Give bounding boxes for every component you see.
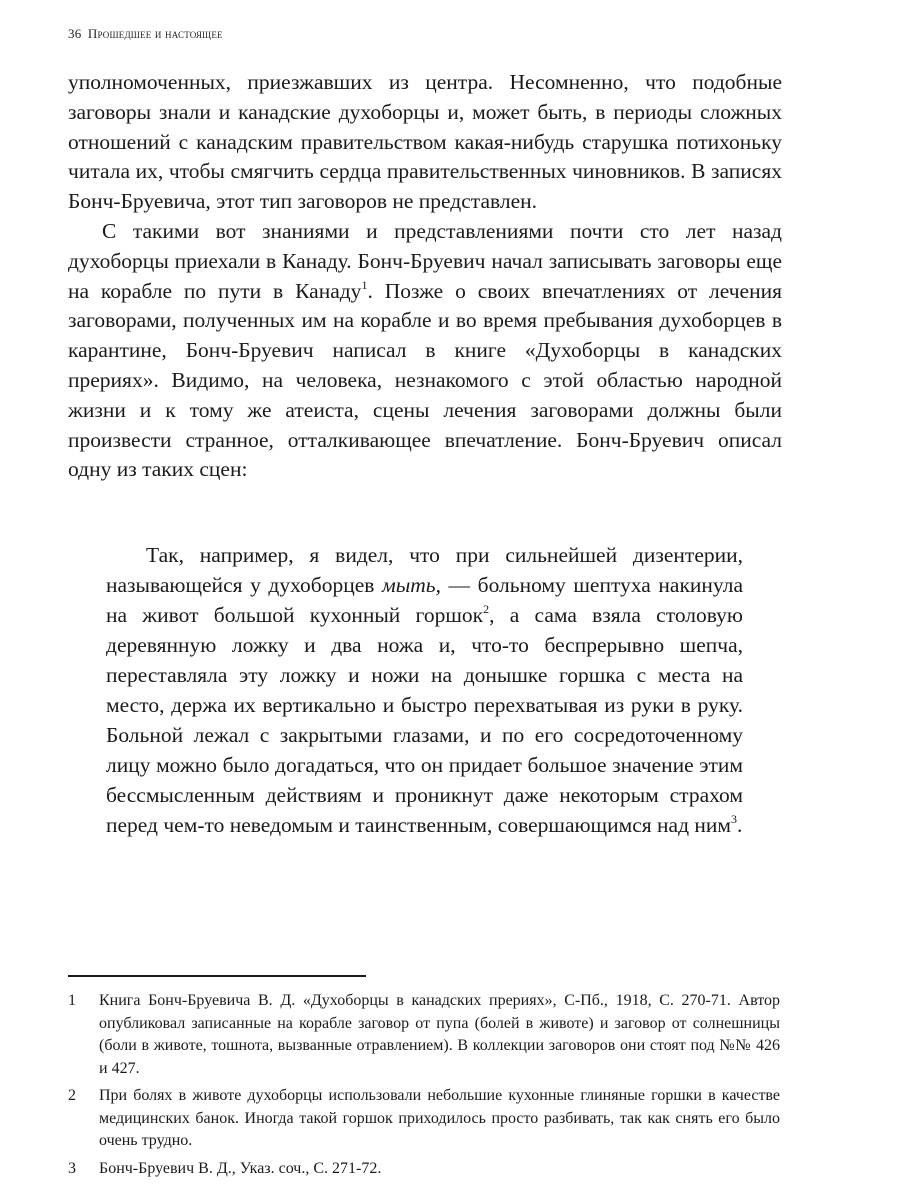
running-header (68, 26, 223, 42)
quote-text-d: . (737, 813, 743, 837)
footnote-number: 3 (68, 1159, 76, 1177)
footnote-ref-2[interactable]: 2 (483, 602, 490, 616)
block-quote (106, 540, 743, 840)
paragraph-2-text-a: С такими вот знаниями и представлениями почти сто лет назад духоборцы приехали в Канаду. Бонч-Бруевич начал записывать заговоры еще на корабле по пути в Канаду (68, 218, 782, 303)
footnote-ref-3[interactable]: 3 (731, 812, 738, 826)
quote-text-b: — больному шептуха накинула на живот большой кухонный горшок (106, 573, 743, 627)
footnote-ref-1[interactable]: 1 (361, 277, 368, 292)
main-text (68, 68, 782, 485)
footnote-text: При болях в животе духоборцы использовали небольшие кухонные глиняные горшки в качестве медицинских банок. Иногда такой горшок приходилось просто разбивать, так как снять его было очень трудно. (99, 1087, 780, 1149)
footnote-number: 1 (68, 992, 76, 1009)
paragraph-1: уполномоченных, приезжавших из центра. Несомненно, что подобные заговоры знали и канадские духоборцы и, может быть, в периоды сложных отношений с канадским правительством какая-нибудь старушка потихоньку читала их, чтобы смягчить сердца правительственных чиновников. В записях Бонч-Бруевича, этот тип заговоров не представлен. (68, 70, 782, 214)
paragraph-2 (68, 217, 782, 485)
footnotes (68, 990, 780, 1185)
running-title: Прошедшее и настоящее (87, 26, 223, 41)
quote-text-c: , а сама взяла столовую деревянную ложку и два ножа и, что-то беспрерывно шепча, переставляла эту ложку и ножи на донышке горшка с места на место, держа их вертикально и быстро перехватывая из руки в руку. Больной лежал с закрытыми глазами, и по его сосредоточенному лицу можно было догадаться, что он придает большое значение этим бессмысленным действиям и проникнут даже некоторым страхом перед чем-то неведомым и таинственным, совершающимся над ним (106, 603, 743, 837)
footnote-1 (68, 990, 780, 1080)
quote-paragraph (106, 540, 743, 840)
paragraph-2-text-b: . Позже о своих впечатлениях от лечения заговорами, полученных им на корабле и во время пребывания духоборцев в карантине, Бонч-Бруевич написал в книге «Духоборцы в канадских прериях». Видимо, на человека, незнакомого с этой областью народной жизни и к тому же атеиста, сцены лечения заговорами должны были произвести странное, отталкивающее впечатление. Бонч-Бруевич описал одну из таких сцен: (68, 278, 782, 482)
footnote-number: 2 (68, 1087, 76, 1104)
quote-text-a: Так, например, я видел, что при сильнейшей дизентерии, называющейся у духоборцев (106, 543, 743, 597)
footnote-text: Книга Бонч-Бруевича В. Д. «Духоборцы в канадских прериях», С-Пб., 1918, С. 270-71. Автор опубликовал записанные на корабле заговор от пупа (болей в животе) и заговор от солнешницы (боли в животе, тошнота, вызванные отравлением). В коллекции заговоров они стоят под №№ 426 и 427. (99, 992, 780, 1077)
footnote-2 (68, 1085, 780, 1153)
footnote-3 (68, 1158, 780, 1181)
quote-italic-term: мыть, (382, 573, 441, 597)
footnote-text: Бонч-Бруевич В. Д., Указ. соч., С. 271-72. (99, 1159, 382, 1177)
page-number: 36 (68, 26, 82, 41)
footnote-divider (68, 975, 366, 977)
